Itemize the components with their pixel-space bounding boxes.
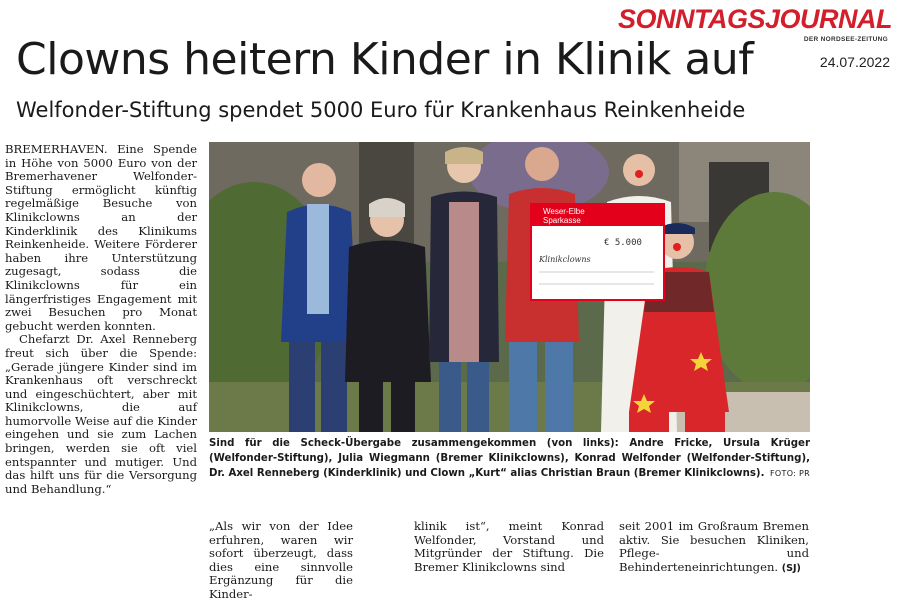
- masthead-subtitle: DER NORDSEE-ZEITUNG: [803, 36, 888, 43]
- author-tag: (SJ): [781, 562, 801, 574]
- photo-caption: Sind für die Scheck-Übergabe zusammengekommen (von links): Andre Fricke, Ursula Krüger (Welfonder-Stiftung), Julia Wiegmann (Bremer Klinikclowns), Konrad Welfonder (Welfonder-Stiftung), Dr. Axel Renneberg (Kinderklinik) und Clown „Kurt“ alias Christian Braun (Bremer Klinikclowns).: [209, 438, 810, 480]
- donation-check: [531, 204, 664, 300]
- column-2-text: „Als wir von der Idee erfuhren, waren wir sofort überzeugt, dass dies eine sinnvolle Ergänzung für die Kinder-: [209, 519, 353, 601]
- paragraph-1-text: Eine Spende in Höhe von 5000 Euro von der Bremerhavener Welfonder-Stiftung ermöglicht künftig regelmäßige Besuche von Klinikclowns an der Kinderklinik des Klinikums Reinkenheide. Weitere Förderer haben ihre Unterstützung zugesagt, sodass die Klinikclowns für ein längerfristiges Engagement mit zwei Besuchen pro Monat gebucht werden konnten.: [5, 142, 197, 333]
- article-column-left: [5, 143, 197, 496]
- dateline: BREMERHAVEN.: [5, 142, 108, 156]
- photo-credit: FOTO: PR: [770, 469, 810, 479]
- check-amount: € 5.000: [604, 238, 642, 248]
- article-subheadline: Welfonder-Stiftung spendet 5000 Euro für Krankenhaus Reinkenheide: [16, 98, 746, 122]
- check-bank-line1: Weser-Elbe: [543, 207, 585, 216]
- article-column-3: [414, 520, 604, 574]
- article-headline: Clowns heitern Kinder in Klinik auf: [16, 34, 754, 85]
- column-3-text: klinik ist“, meint Konrad Welfonder, Vorstand und Mitgründer der Stiftung. Die Bremer Klinikclowns sind: [414, 519, 604, 574]
- check-bank-line2: Sparkasse: [543, 216, 581, 225]
- column-4-paragraph: [619, 520, 809, 575]
- article-column-2: [209, 520, 353, 602]
- check-payee: Klinikclowns: [539, 255, 591, 264]
- article-column-4: [619, 520, 809, 575]
- article-photo: [209, 142, 810, 432]
- publication-date: 24.07.2022: [819, 54, 890, 70]
- masthead-name: SONNTAGSJOURNAL: [617, 4, 892, 34]
- column-4-text: seit 2001 im Großraum Bremen aktiv. Sie besuchen Kliniken, Pflege- und Behinderteneinrichtungen.: [619, 519, 809, 574]
- article-paragraph-1: [5, 143, 197, 333]
- photo-caption-box: [209, 436, 810, 482]
- article-paragraph-2: Chefarzt Dr. Axel Renneberg freut sich über die Spende: „Gerade jüngere Kinder sind im Krankenhaus oft verschreckt und eingeschüchtert, aber mit Klinikclowns, die auf humorvolle Weise auf die Kinder eingehen und sie zum Lachen bringen, werden sie oft viel entspannter und mutiger. Und das hilft uns für die Versorgung und Behandlung.“: [5, 332, 197, 496]
